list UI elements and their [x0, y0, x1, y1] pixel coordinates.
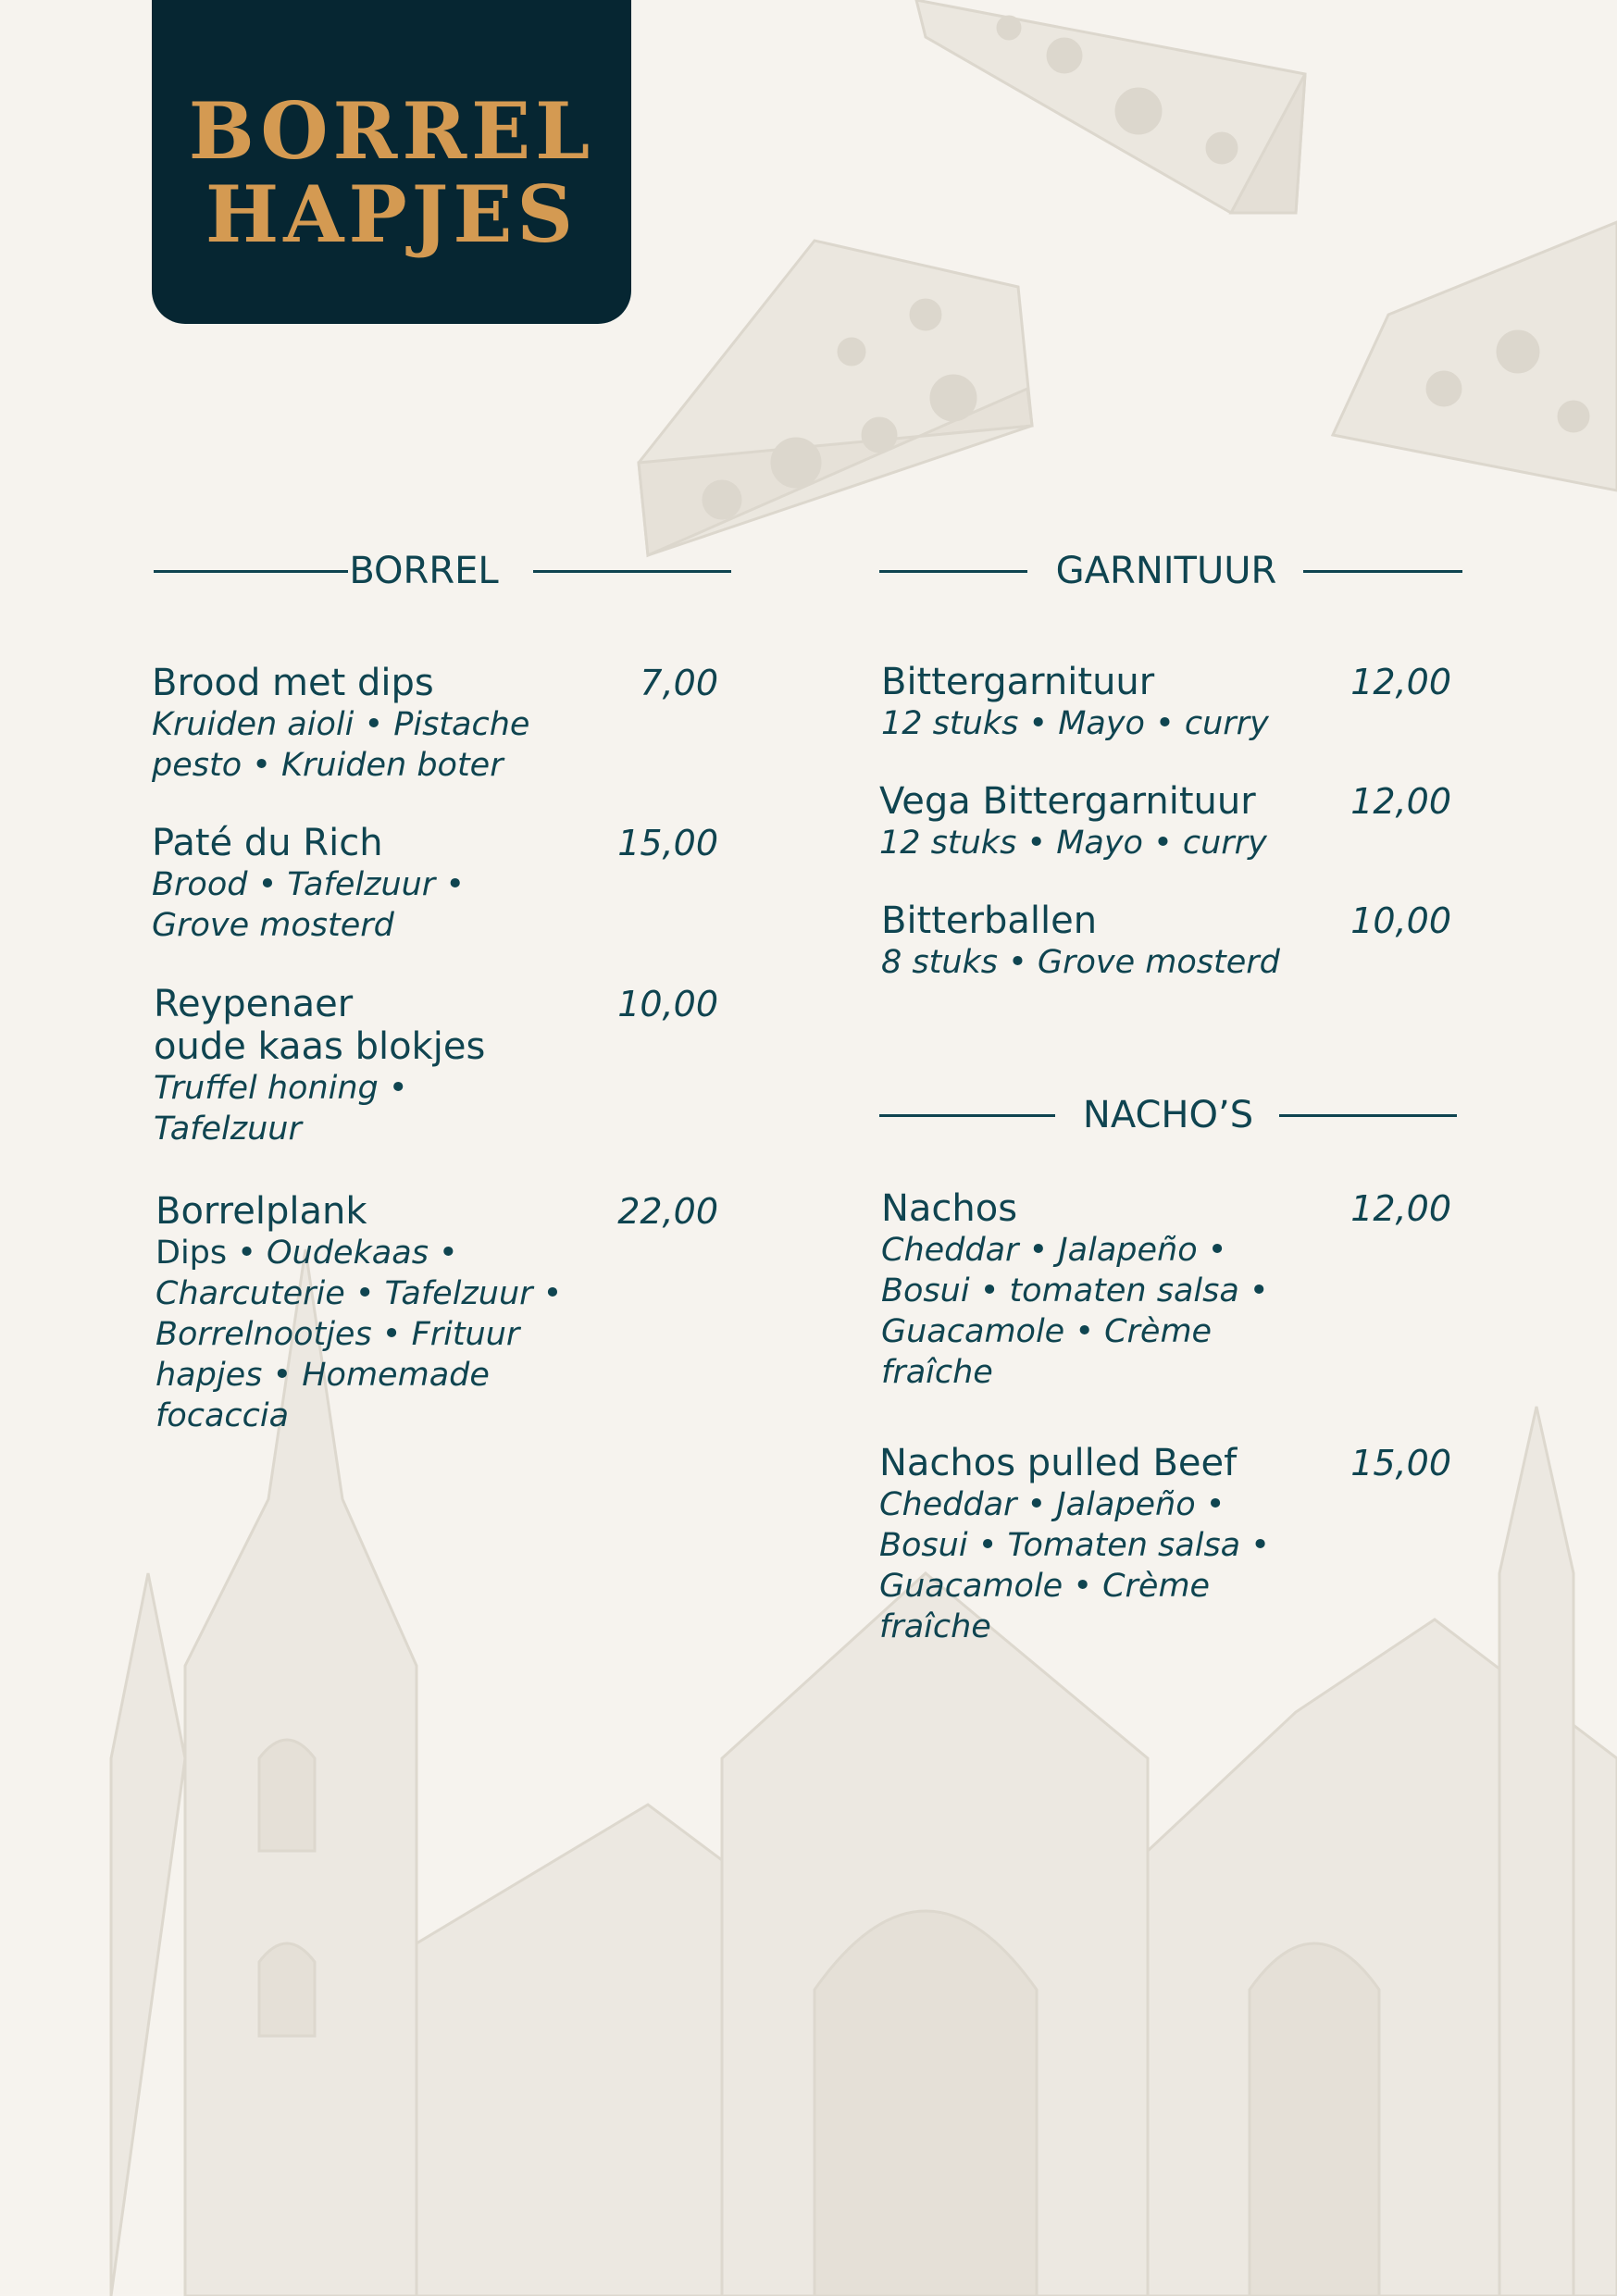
item-price: 12,00 [1350, 662, 1451, 702]
item-description: fraîche [881, 1354, 993, 1391]
item-description: Guacamole • Crème [881, 1313, 1213, 1350]
item-description: Tafelzuur [154, 1111, 302, 1148]
menu-item [152, 822, 465, 946]
title-line-2: HAPJES [205, 168, 578, 260]
item-price: 10,00 [617, 984, 718, 1024]
item-name: Nachos pulled Beef [879, 1442, 1238, 1484]
title-line-1: BORREL [188, 85, 595, 177]
item-price: 10,00 [1350, 900, 1451, 941]
title-block [152, 0, 631, 324]
divider-line [879, 570, 1027, 573]
divider-line [533, 570, 731, 573]
menu-item [155, 1190, 562, 1436]
menu-item [152, 662, 529, 786]
section-header-borrel [154, 548, 731, 594]
item-name: Bitterballen [881, 900, 1098, 942]
divider-line [1303, 570, 1462, 573]
item-description: Kruiden aioli • Pistache [152, 706, 530, 743]
item-description: 8 stuks • Grove mosterd [881, 944, 1280, 981]
item-description: Guacamole • Crème [879, 1568, 1211, 1605]
item-price: 22,00 [617, 1191, 718, 1232]
item-description [155, 1233, 562, 1273]
item-description: fraîche [879, 1608, 991, 1645]
item-description: 12 stuks • Mayo • curry [881, 705, 1269, 742]
item-description: Brood • Tafelzuur • [152, 866, 465, 903]
menu-item [881, 900, 1280, 983]
item-price: 12,00 [1350, 1188, 1451, 1229]
item-description: Cheddar • Jalapeño • [879, 1486, 1225, 1523]
item-name-line-2: oude kaas blokjes [154, 1025, 486, 1068]
divider-line [1279, 1114, 1457, 1117]
item-description: hapjes • Homemade [155, 1357, 490, 1394]
item-description: 12 stuks • Mayo • curry [879, 825, 1267, 862]
item-description: Cheddar • Jalapeño • [881, 1232, 1227, 1269]
item-description: Truffel honing • [154, 1070, 408, 1107]
menu-item [879, 1442, 1270, 1647]
cheese-wedge-illustration [639, 241, 1032, 555]
item-description-italic: Oudekaas • [267, 1235, 458, 1272]
item-description: Grove mosterd [152, 907, 394, 944]
section-title-garnituur: GARNITUUR [1055, 550, 1277, 592]
item-description: Borrelnootjes • Frituur [155, 1316, 520, 1353]
item-price: 7,00 [640, 663, 718, 703]
menu-item [879, 780, 1267, 863]
cheese-wedge-illustration [1333, 222, 1617, 490]
menu-item [154, 983, 485, 1149]
item-description: Bosui • tomaten salsa • [881, 1272, 1269, 1309]
divider-line [154, 570, 348, 573]
section-header-nachos [879, 1092, 1457, 1138]
item-name: Vega Bittergarnituur [879, 780, 1256, 823]
item-description: focaccia [155, 1397, 290, 1434]
section-title-nachos: NACHO’S [1082, 1094, 1254, 1136]
section-title-borrel: BORREL [349, 550, 499, 592]
item-price: 15,00 [1350, 1443, 1451, 1483]
menu-item [881, 661, 1269, 744]
item-description: Charcuterie • Tafelzuur • [155, 1275, 563, 1312]
item-name: Bittergarnituur [881, 661, 1155, 703]
section-header-garnituur [879, 548, 1462, 594]
item-price: 15,00 [617, 823, 718, 863]
divider-line [879, 1114, 1055, 1117]
item-description: Bosui • Tomaten salsa • [879, 1527, 1270, 1564]
item-name: Brood met dips [152, 662, 434, 704]
item-name: Reypenaer [154, 983, 354, 1025]
item-name: Paté du Rich [152, 822, 383, 864]
cheese-wedge-illustration [916, 0, 1305, 213]
item-description: pesto • Kruiden boter [152, 747, 504, 784]
item-price: 12,00 [1350, 781, 1451, 822]
item-name: Nachos [881, 1187, 1018, 1230]
item-name: Borrelplank [155, 1190, 367, 1233]
menu-item [881, 1187, 1269, 1393]
item-description-plain: Dips • [155, 1235, 256, 1272]
